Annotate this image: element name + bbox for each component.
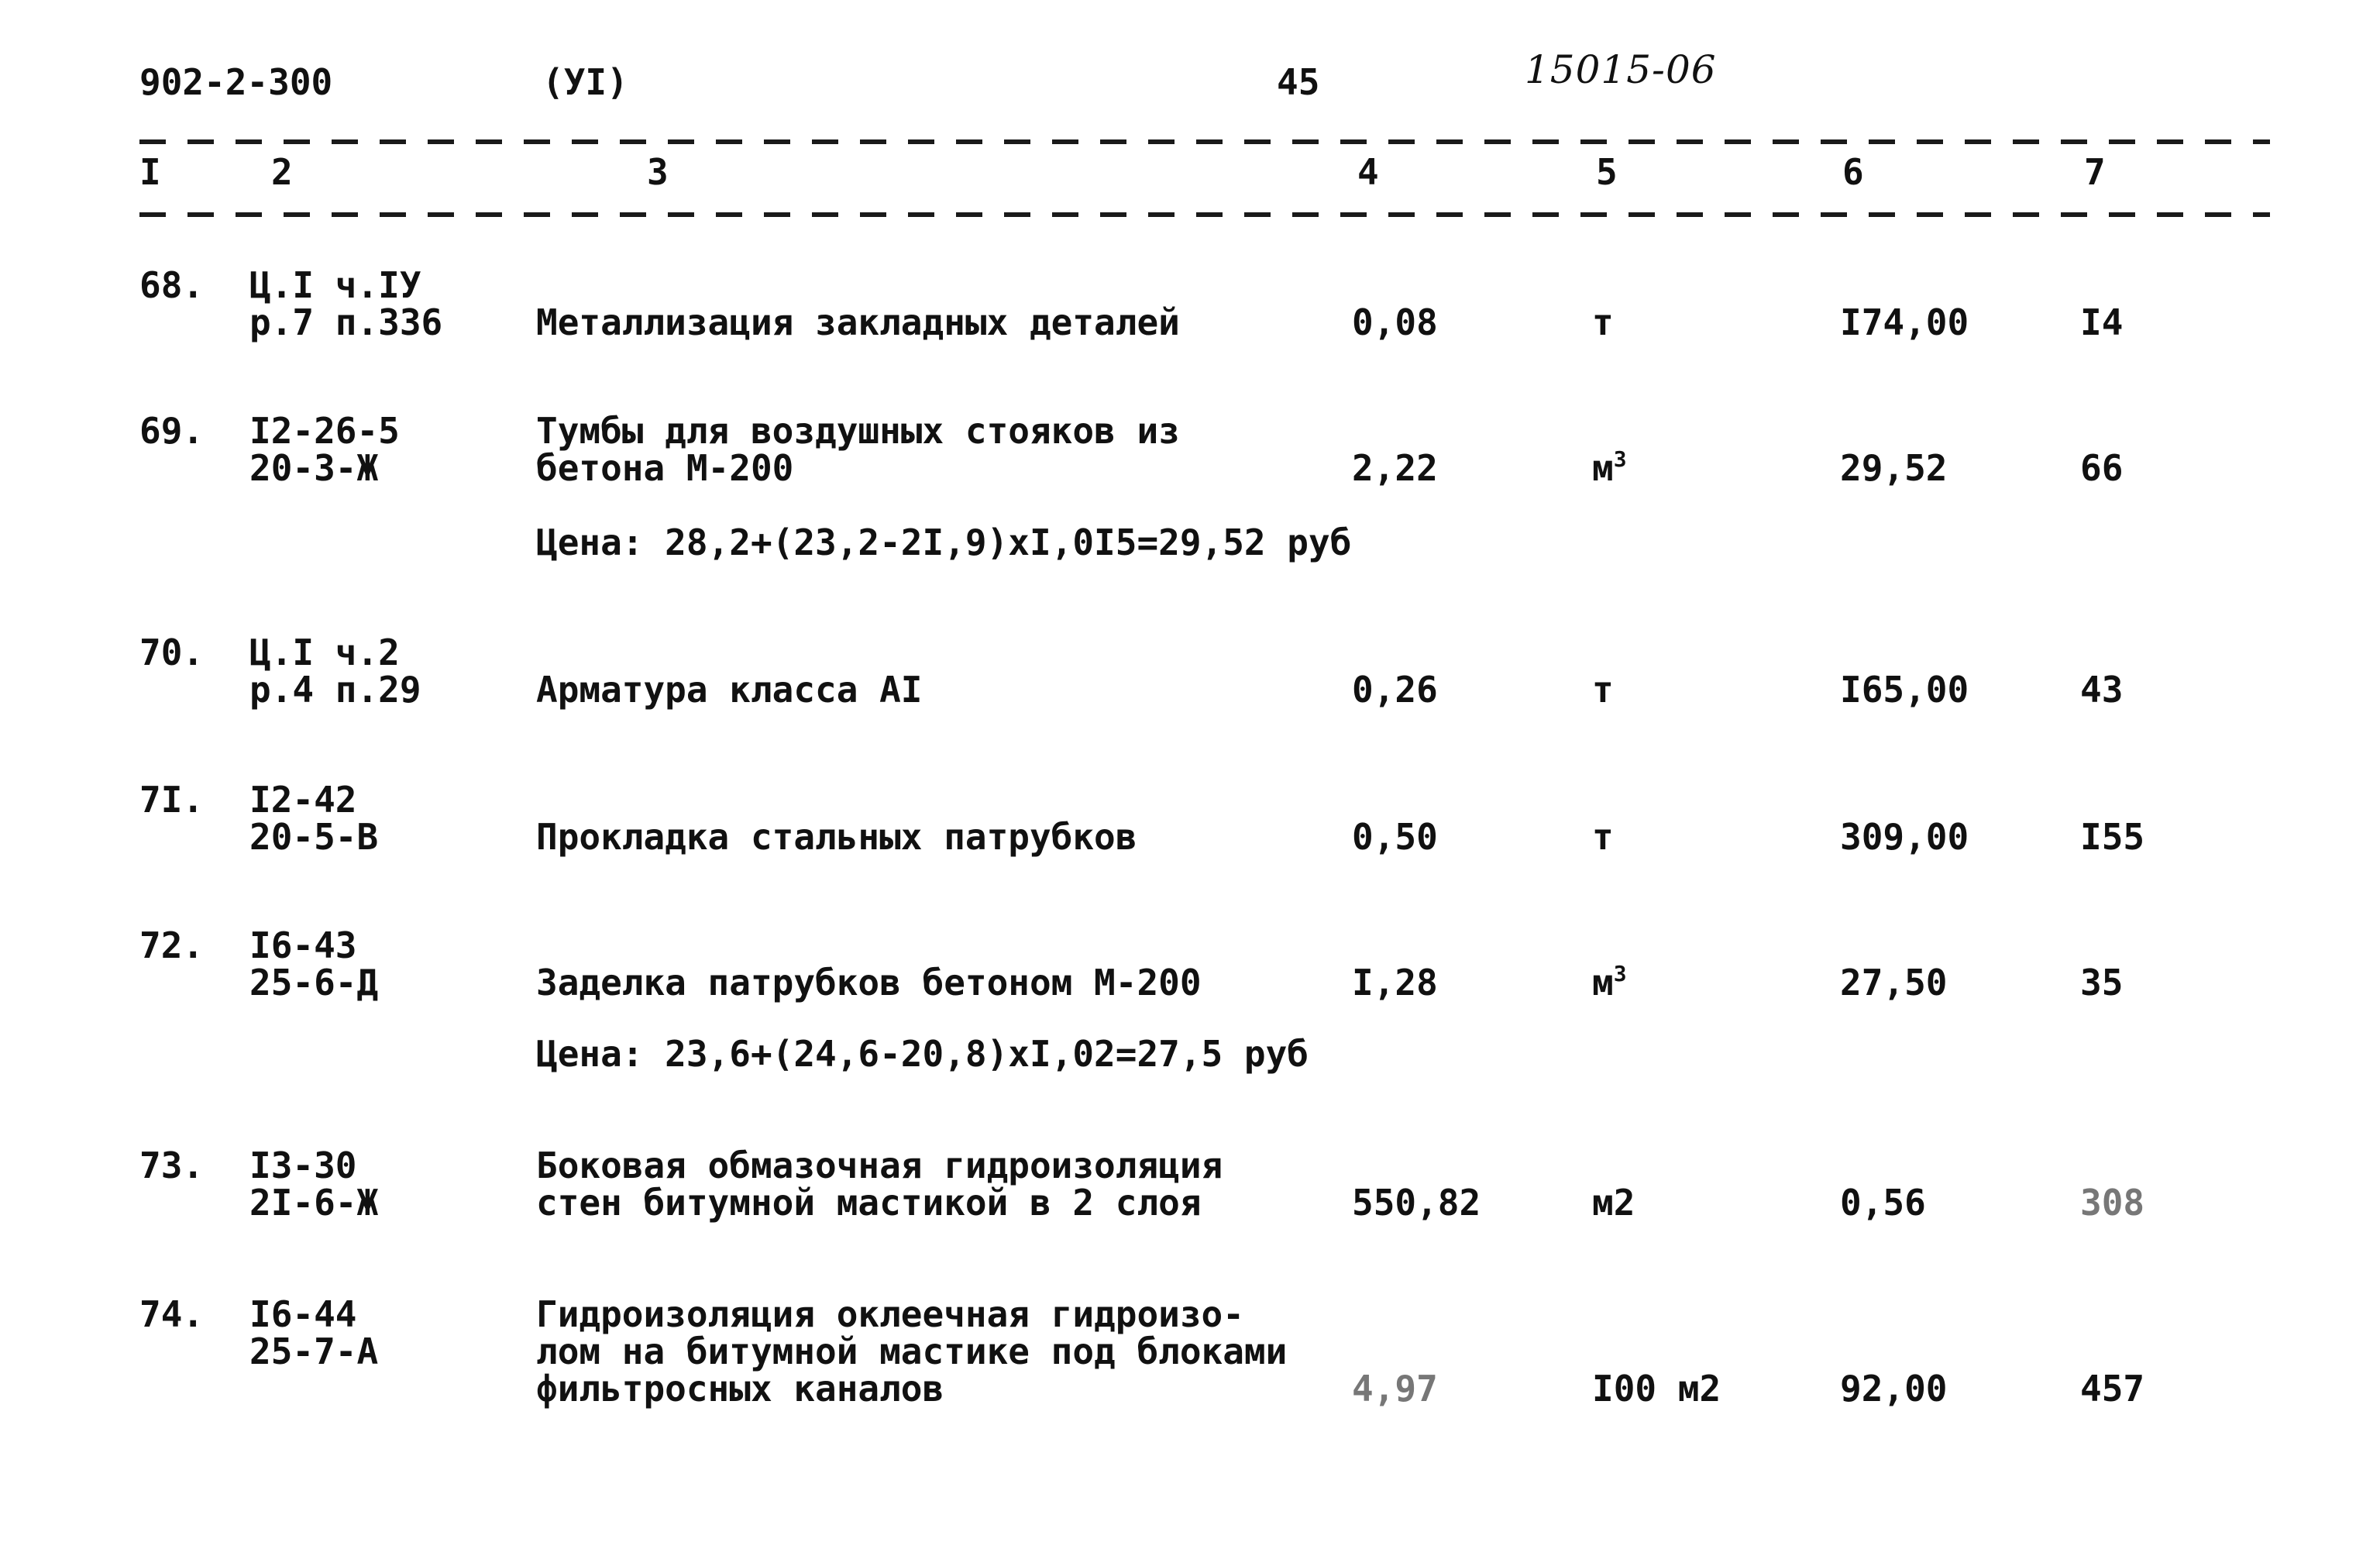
description-line: Заделка патрубков бетоном М-200 — [536, 962, 1202, 1003]
description-line: Арматура класса АI — [536, 669, 923, 711]
description-line: Металлизация закладных деталей — [536, 301, 1180, 343]
unit-superscript: 3 — [1613, 446, 1627, 472]
code-line: I2-26-5 — [249, 410, 400, 452]
column-header-7: 7 — [2084, 151, 2106, 193]
unit-price: 29,52 — [1840, 447, 1948, 489]
row-number: 69. — [139, 410, 205, 452]
code-line: 20-3-Ж — [249, 447, 379, 489]
unit-price: 27,50 — [1840, 962, 1948, 1003]
unit-price: 92,00 — [1840, 1368, 1948, 1410]
archive-number: 15015-06 — [1525, 47, 1717, 92]
unit: т — [1592, 816, 1614, 858]
description-line: Прокладка стальных патрубков — [536, 816, 1137, 858]
unit-price: 0,56 — [1840, 1182, 1926, 1224]
description-line: лом на битумной мастике под блоками — [536, 1331, 1288, 1372]
row-number: 7I. — [139, 779, 205, 821]
unit — [1592, 961, 1627, 1007]
code-line: 20-5-В — [249, 816, 379, 858]
code-line: 25-7-А — [249, 1331, 379, 1372]
section-label: (УI) — [542, 61, 628, 103]
unit — [1592, 446, 1627, 492]
column-header-2: 2 — [271, 151, 293, 193]
row-number: 74. — [139, 1293, 205, 1335]
row-number: 70. — [139, 632, 205, 673]
unit-price: 309,00 — [1840, 816, 1969, 858]
description-line: бетона М-200 — [536, 447, 794, 489]
row-number: 73. — [139, 1145, 205, 1186]
total-cost: 457 — [2080, 1368, 2145, 1410]
code-line: I6-43 — [249, 924, 357, 966]
quantity: 0,50 — [1352, 816, 1438, 858]
total-cost: 35 — [2080, 962, 2124, 1003]
column-header-3: 3 — [647, 151, 669, 193]
price-note: Цена: 23,6+(24,6-20,8)хI,02=27,5 руб — [536, 1033, 1309, 1075]
quantity: 550,82 — [1352, 1182, 1481, 1224]
description-line: Боковая обмазочная гидроизоляция — [536, 1145, 1223, 1186]
document-code: 902-2-300 — [139, 61, 333, 103]
total-cost: I55 — [2080, 816, 2145, 858]
code-line: Ц.I ч.IУ — [249, 264, 421, 306]
total-cost: 308 — [2080, 1182, 2145, 1224]
code-line: 2I-6-Ж — [249, 1182, 379, 1224]
quantity: 4,97 — [1352, 1368, 1438, 1410]
description-line: Гидроизоляция оклеечная гидроизо- — [536, 1293, 1244, 1335]
code-line: I6-44 — [249, 1293, 357, 1335]
top-dashed-rule — [139, 139, 2270, 144]
unit: I00 м2 — [1592, 1368, 1721, 1410]
unit-base: м — [1592, 447, 1614, 489]
code-line: 25-6-Д — [249, 962, 379, 1003]
unit: т — [1592, 301, 1614, 343]
description-line: Тумбы для воздушных стояков из — [536, 410, 1180, 452]
unit-base: м — [1592, 962, 1614, 1003]
description-line: фильтросных каналов — [536, 1368, 944, 1410]
page-number: 45 — [1277, 61, 1320, 103]
code-line: I3-30 — [249, 1145, 357, 1186]
quantity: I,28 — [1352, 962, 1438, 1003]
unit-superscript: 3 — [1613, 961, 1627, 986]
code-line: I2-42 — [249, 779, 357, 821]
row-number: 68. — [139, 264, 205, 306]
description-line: стен битумной мастикой в 2 слоя — [536, 1182, 1202, 1224]
quantity: 0,26 — [1352, 669, 1438, 711]
code-line: р.4 п.29 — [249, 669, 421, 711]
unit-price: I74,00 — [1840, 301, 1969, 343]
total-cost: I4 — [2080, 301, 2124, 343]
column-header-5: 5 — [1596, 151, 1618, 193]
total-cost: 66 — [2080, 447, 2124, 489]
quantity: 0,08 — [1352, 301, 1438, 343]
price-note: Цена: 28,2+(23,2-2I,9)хI,0I5=29,52 руб — [536, 522, 1352, 563]
column-header-6: 6 — [1842, 151, 1864, 193]
column-header-4: 4 — [1357, 151, 1379, 193]
code-line: р.7 п.336 — [249, 301, 443, 343]
code-line: Ц.I ч.2 — [249, 632, 400, 673]
row-number: 72. — [139, 924, 205, 966]
unit: т — [1592, 669, 1614, 711]
column-header-1: I — [139, 151, 161, 193]
quantity: 2,22 — [1352, 447, 1438, 489]
total-cost: 43 — [2080, 669, 2124, 711]
unit-price: I65,00 — [1840, 669, 1969, 711]
unit: м2 — [1592, 1182, 1635, 1224]
header-dashed-rule — [139, 212, 2270, 217]
